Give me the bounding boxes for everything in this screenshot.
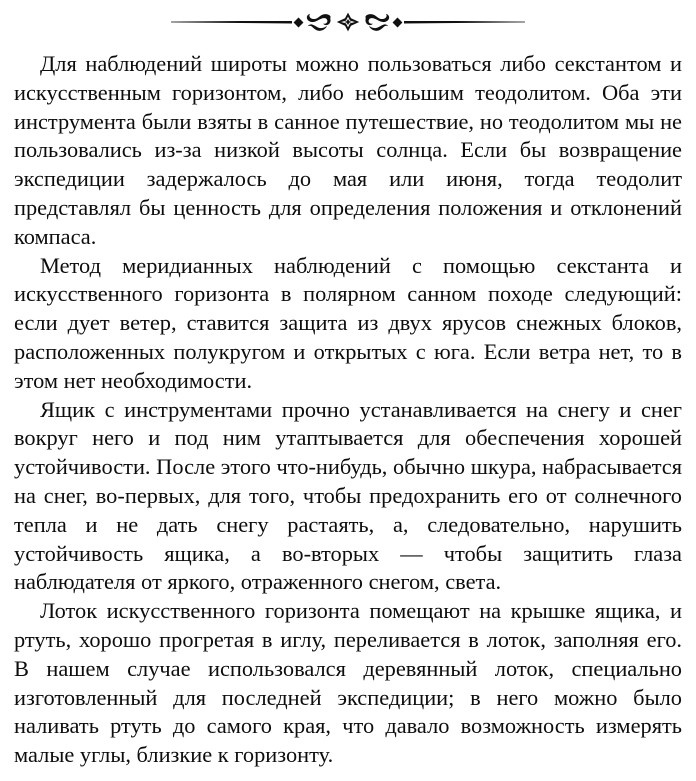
divider-lozenge-left-icon <box>294 17 304 27</box>
page-body-text <box>14 50 682 770</box>
paragraph: Для наблюдений широты можно пользоваться либо секстантом и искусственным горизонтом, либо небольшим теодолитом. Оба эти инструмента были взяты в санное путешествие, но теодолитом мы не пользовались из-за низкой высоты солнца. Если бы возвращение экспедиции задержалось до мая или июня, тогда теодолит представлял бы ценность для определения положения и отклонений компаса. <box>14 51 682 249</box>
divider-scroll-right-icon <box>364 13 390 31</box>
divider-scroll-left-icon <box>306 13 332 31</box>
divider-rule-left <box>171 21 292 24</box>
paragraph: Лоток искусственного горизонта помещают на крышке ящика, и ртуть, хорошо прогретая в иглу, переливается в лоток, заполняя его. В нашем случае использовался деревянный лоток, специально изготовленный для последней экспедиции; в него можно было наливать ртуть до самого края, что давало возможность измерять малые углы, близкие к горизонту. <box>14 598 682 768</box>
divider-rule-right <box>404 21 525 24</box>
paragraph: Метод меридианных наблюдений с помощью секстанта и искусственного горизонта в полярном санном походе следующий: если дует ветер, ставится защита из двух ярусов снежных блоков, расположенных полукругом и открытых с юга. Если ветра нет, то в этом нет необходимости. <box>14 252 682 393</box>
divider-center-floret-icon <box>335 12 361 32</box>
decorative-section-divider <box>171 11 525 33</box>
paragraph: Ящик с инструментами прочно устанавливается на снегу и снег вокруг него и под ним утаптывается для обеспечения хорошей устойчивости. После этого что-нибудь, обычно шкура, набрасывается на снег, во-первых, для того, чтобы предохранить его от солнечного тепла и не дать снегу растаять, а, следовательно, нарушить устойчивость ящика, а во-вторых — чтобы защитить глаза наблюдателя от яркого, отраженного снегом, света. <box>14 396 682 595</box>
ornament-divider-band <box>0 0 696 44</box>
divider-lozenge-right-icon <box>393 17 403 27</box>
